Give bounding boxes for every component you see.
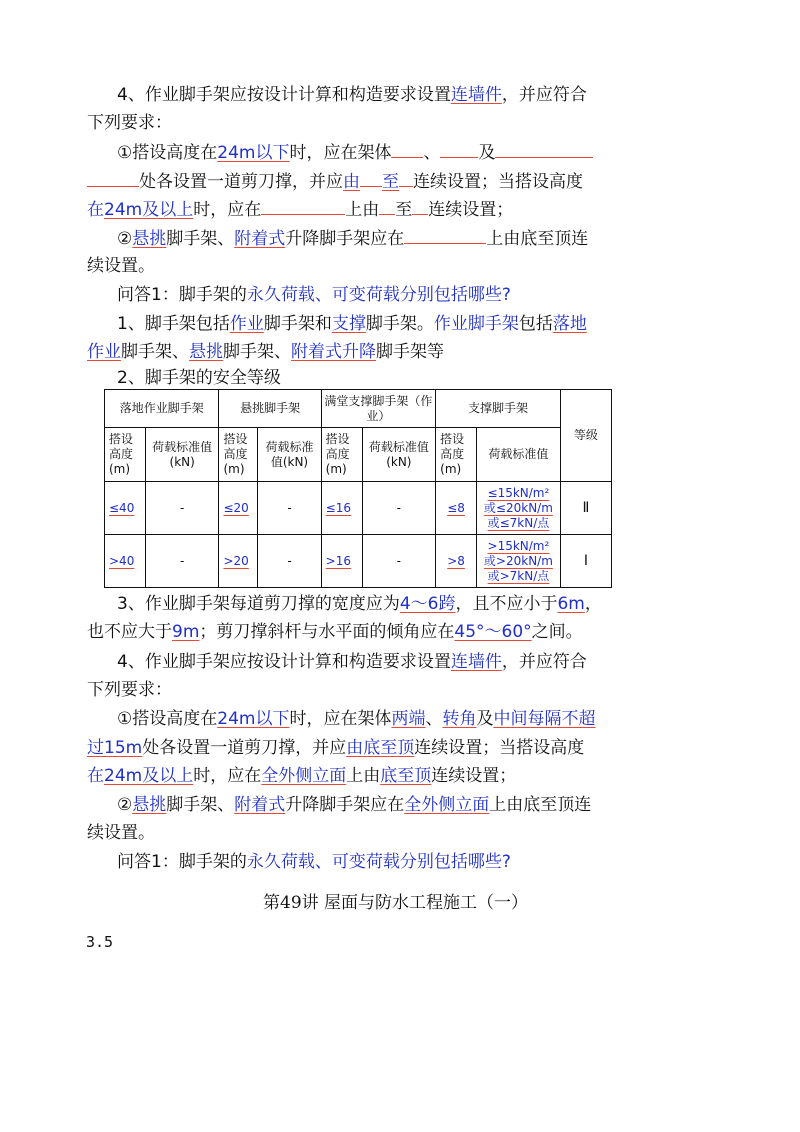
answer2-line-2: 续设置。 <box>87 823 155 843</box>
load-line: 或≤7kN/点 <box>487 515 550 530</box>
table-cell <box>477 482 561 535</box>
table-row <box>105 482 612 535</box>
answer1-line-3: 在24m及以上时，应在全外侧立面上由底至顶连续设置； <box>87 766 517 786</box>
para1-line-2: 作业脚手架、悬挑脚手架、附着式升降脚手架等 <box>87 342 444 362</box>
table-cell: >16 <box>321 535 362 588</box>
para4-line: 4、作业脚手架应按设计计算和构造要求设置连墙件，并应符合 <box>117 652 587 672</box>
item4-line-2: 下列要求： <box>87 113 172 133</box>
fill-blank[interactable] <box>404 227 486 244</box>
table-cell: - <box>145 482 219 535</box>
grade-cell: Ⅰ <box>560 535 611 588</box>
para3-line-2: 也不应大于9m；剪刀撑斜杆与水平面的倾角应在45°～60°之间。 <box>87 622 583 642</box>
subheader-cell: 搭设高度(m) <box>436 428 477 482</box>
lecture-heading: 第49讲 屋面与防水工程施工（一） <box>263 893 529 913</box>
load-line: 或>7kN/点 <box>487 568 550 583</box>
subheader-cell: 搭设高度(m) <box>219 428 258 482</box>
table-cell: >20 <box>219 535 258 588</box>
item4-line: 4、作业脚手架应按设计计算和构造要求设置连墙件，并应符合 <box>117 85 587 105</box>
answer2-line: ②悬挑脚手架、附着式升降脚手架应在全外侧立面上由底至顶连 <box>117 795 592 815</box>
question-line: 问答1：脚手架的永久荷载、可变荷载分别包括哪些? <box>117 852 511 872</box>
table-cell: - <box>258 482 321 535</box>
question-line: 问答1：脚手架的永久荷载、可变荷载分别包括哪些? <box>117 285 511 305</box>
table-cell: - <box>362 535 436 588</box>
subheader-cell: 荷载标准值(kN) <box>258 428 321 482</box>
fill-blank[interactable] <box>261 198 345 215</box>
fill-blank[interactable] <box>412 198 428 215</box>
subheader-cell: 荷载标准值 <box>477 428 561 482</box>
table-cell: ≤8 <box>436 482 477 535</box>
para4-line-2: 下列要求： <box>87 680 172 700</box>
grade-cell: Ⅱ <box>560 482 611 535</box>
answer1-line: ①搭设高度在24m以下时，应在架体两端、转角及中间每隔不超 <box>117 709 596 729</box>
answer1-line-2: 过15m处各设置一道剪刀撑，并应由底至顶连续设置；当搭设高度 <box>87 738 585 758</box>
header-cell: 等级 <box>560 390 611 482</box>
load-line: >15kN/m² <box>487 538 550 553</box>
table-header-row <box>105 390 612 428</box>
para3-line: 3、作业脚手架每道剪刀撑的宽度应为4～6跨，且不应小于6m， <box>117 594 602 614</box>
subheader-cell: 荷载标准值(kN) <box>145 428 219 482</box>
para2-line: 2、脚手架的安全等级 <box>117 368 281 388</box>
header-cell: 满堂支撑脚手架（作业） <box>321 390 435 428</box>
rule1-line: ①搭设高度在24m以下时，应在架体 、 及 <box>117 141 593 164</box>
fill-blank[interactable] <box>495 141 593 158</box>
rule1-line-2: 处各设置一道剪刀撑，并应由 至 连续设置；当搭设高度 <box>87 170 583 193</box>
page-number: 3.5 <box>86 933 114 951</box>
load-line: 或≤20kN/m <box>483 500 553 515</box>
table-cell: ≤40 <box>105 482 146 535</box>
table-cell: ≤20 <box>219 482 258 535</box>
subheader-cell: 搭设高度(m) <box>321 428 362 482</box>
rule2-line-2: 续设置。 <box>87 256 155 276</box>
rule1-line-3: 在24m及以上时，应在 上由 至 连续设置； <box>87 200 514 220</box>
load-line: 或>20kN/m <box>483 553 553 568</box>
table-cell: >40 <box>105 535 146 588</box>
subheader-cell: 荷载标准值(kN) <box>362 428 436 482</box>
table-cell: - <box>145 535 219 588</box>
subheader-cell: 搭设高度(m) <box>105 428 146 482</box>
table-cell: >8 <box>436 535 477 588</box>
para1-line: 1、脚手架包括作业脚手架和支撑脚手架。作业脚手架包括落地 <box>117 314 587 334</box>
fill-blank[interactable] <box>360 170 382 187</box>
table-subheader-row <box>105 428 612 482</box>
rule2-line: ②悬挑脚手架、附着式升降脚手架应在 上由底至顶连 <box>117 229 589 249</box>
table-row <box>105 535 612 588</box>
load-line: ≤15kN/m² <box>487 485 550 500</box>
fill-blank[interactable] <box>440 141 478 158</box>
table-cell <box>477 535 561 588</box>
table-cell: - <box>362 482 436 535</box>
table-cell: ≤16 <box>321 482 362 535</box>
fill-blank[interactable] <box>87 170 139 187</box>
safety-grade-table <box>104 389 612 588</box>
fill-blank[interactable] <box>391 141 423 158</box>
table-cell: - <box>258 535 321 588</box>
header-cell: 悬挑脚手架 <box>219 390 321 428</box>
header-cell: 支撑脚手架 <box>436 390 561 428</box>
header-cell: 落地作业脚手架 <box>105 390 219 428</box>
fill-blank[interactable] <box>399 170 413 187</box>
fill-blank[interactable] <box>379 198 395 215</box>
